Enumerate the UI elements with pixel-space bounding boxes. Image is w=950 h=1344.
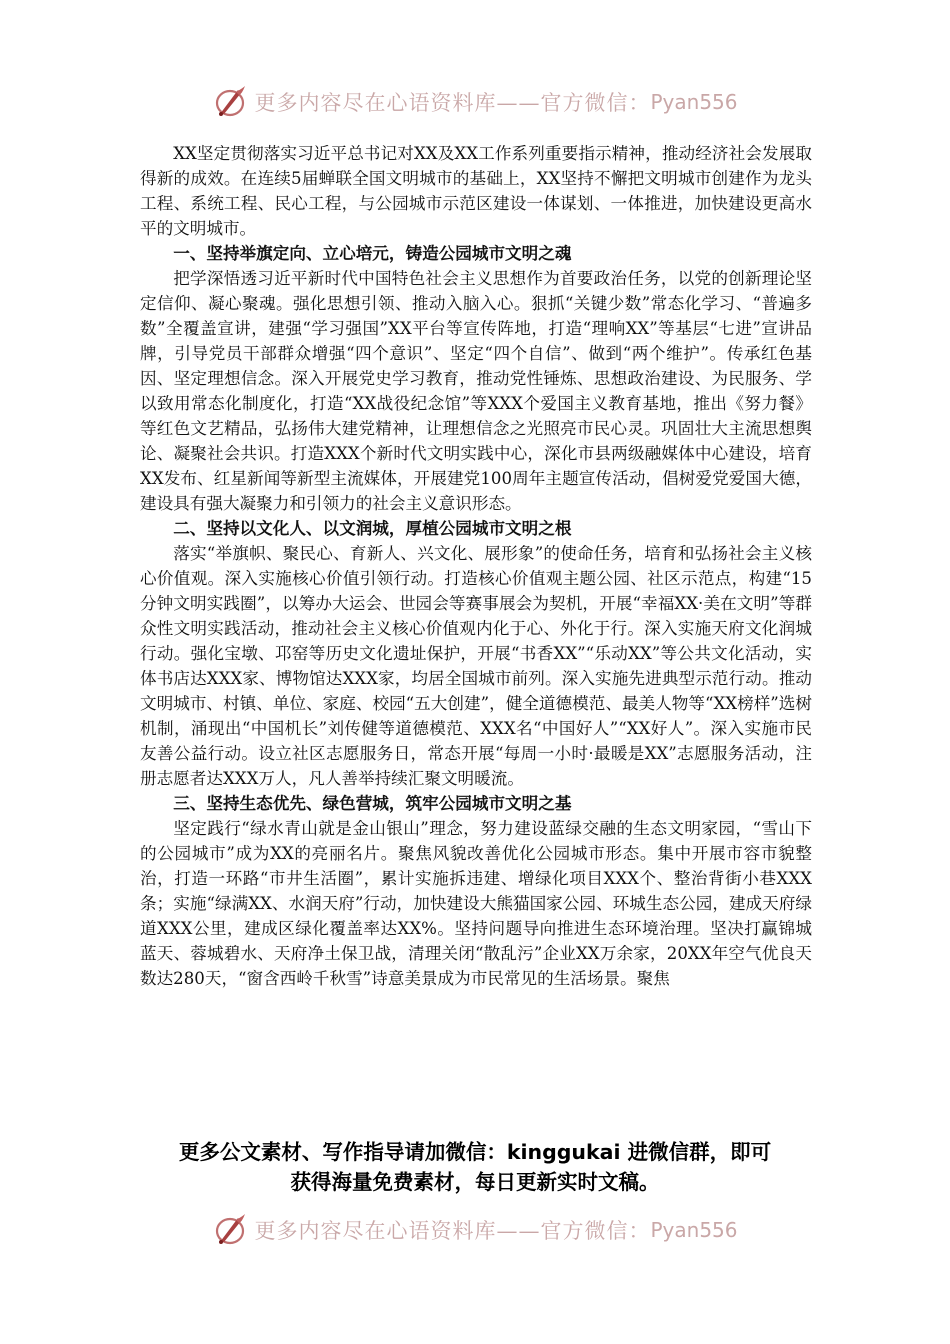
- intro-paragraph: XX坚定贯彻落实习近平总书记对XX及XX工作系列重要指示精神，推动经济社会发展取得新的成效。在连续5届蝉联全国文明城市的基础上，XX坚持不懈把文明城市创建作为龙头工程、系统工程、民心工程，与公园城市示范区建设一体谋划、一体推进，加快建设更高水平的文明城市。: [140, 144, 812, 238]
- header-banner-text: 更多内容尽在心语资料库——官方微信：: [254, 91, 651, 115]
- header-banner-id: Pyan556: [650, 90, 738, 114]
- promo-line-1: 更多公文素材、写作指导请加微信：kinggukai 进微信群，即可: [178, 1140, 772, 1164]
- section-paragraph-3: 坚定践行“绿水青山就是金山银山”理念，努力建设蓝绿交融的生态文明家园，“雪山下的公园城市”成为XX的亮丽名片。聚焦风貌改善优化公园城市形态。集中开展市容市貌整治，打造一环路“市井生活圈”，累计实施拆违建、增绿化项目XXX个、整治背街小巷XXX条；实施“绿满XX、水润天府”行动，加快建设大熊猫国家公园、环城生态公园，建成天府绿道XXX公里，建成区绿化覆盖率达XX%。坚持问题导向推进生态环境治理。坚决打赢锦城蓝天、蓉城碧水、天府净土保卫战，清理关闭“散乱污”企业XX万余家，20XX年空气优良天数达280天，“窗含西岭千秋雪”诗意美景成为市民常见的生活场景。聚焦: [140, 819, 812, 988]
- section-paragraph-2: 落实“举旗帜、聚民心、育新人、兴文化、展形象”的使命任务，培育和弘扬社会主义核心价值观。深入实施核心价值引领行动。打造核心价值观主题公园、社区示范点，构建“15分钟文明实践圈”，以筹办大运会、世园会等赛事展会为契机，开展“幸福XX·美在文明”等群众性文明实践活动，推动社会主义核心价值观内化于心、外化于行。深入实施天府文化润城行动。强化宝墩、邛窑等历史文化遗址保护，开展“书香XX”“乐动XX”等公共文化活动，实体书店达XXX家、博物馆达XXX家，均居全国城市前列。深入实施先进典型示范行动。推动文明城市、村镇、单位、家庭、校园“五大创建”，健全道德模范、最美人物等“XX榜样”选树机制，涌现出“中国机长”刘传健等道德模范、XXX名“中国好人”“XX好人”。深入实施市民友善公益行动。设立社区志愿服务日，常态开展“每周一小时·最暖是XX”志愿服务活动，注册志愿者达XXX万人，凡人善举持续汇聚文明暖流。: [140, 544, 812, 788]
- section-heading-3: 三、坚持生态优先、绿色营城，筑牢公园城市文明之基: [173, 794, 572, 813]
- footer-watermark-banner: [0, 1210, 950, 1250]
- section-heading-1: 一、坚持举旗定向、立心培元，铸造公园城市文明之魂: [173, 244, 572, 263]
- document-body: [140, 141, 812, 991]
- section-heading-2: 二、坚持以文化人、以文润城，厚植公园城市文明之根: [173, 519, 572, 538]
- promo-notice: [120, 1137, 830, 1197]
- quill-logo-icon: [212, 84, 248, 120]
- section-paragraph-1: 把学深悟透习近平新时代中国特色社会主义思想作为首要政治任务，以党的创新理论坚定信仰、凝心聚魂。强化思想引领、推动入脑入心。狠抓“关键少数”常态化学习、“普遍多数”全覆盖宣讲，建强“学习强国”XX平台等宣传阵地，打造“理响XX”等基层“七进”宣讲品牌，引导党员干部群众增强“四个意识”、坚定“四个自信”、做到“两个维护”。传承红色基因、坚定理想信念。深入开展党史学习教育，推动党性锤炼、思想政治建设、为民服务、学以致用常态化制度化，打造“XX战役纪念馆”等XXX个爱国主义教育基地，推出《努力餐》等红色文艺精品，弘扬伟大建党精神，让理想信念之光照亮市民心灵。巩固壮大主流思想舆论、凝聚社会共识。打造XXX个新时代文明实践中心，深化市县两级融媒体中心建设，培育XX发布、红星新闻等新型主流媒体，开展建党100周年主题宣传活动，倡树爱党爱国大德，建设具有强大凝聚力和引领力的社会主义意识形态。: [140, 269, 812, 513]
- quill-logo-icon: [212, 1212, 248, 1248]
- promo-line-2: 获得海量免费素材，每日更新实时文稿。: [290, 1170, 660, 1194]
- header-watermark-banner: [0, 82, 950, 122]
- footer-banner-id: Pyan556: [650, 1218, 738, 1242]
- footer-banner-text: 更多内容尽在心语资料库——官方微信：: [254, 1219, 651, 1243]
